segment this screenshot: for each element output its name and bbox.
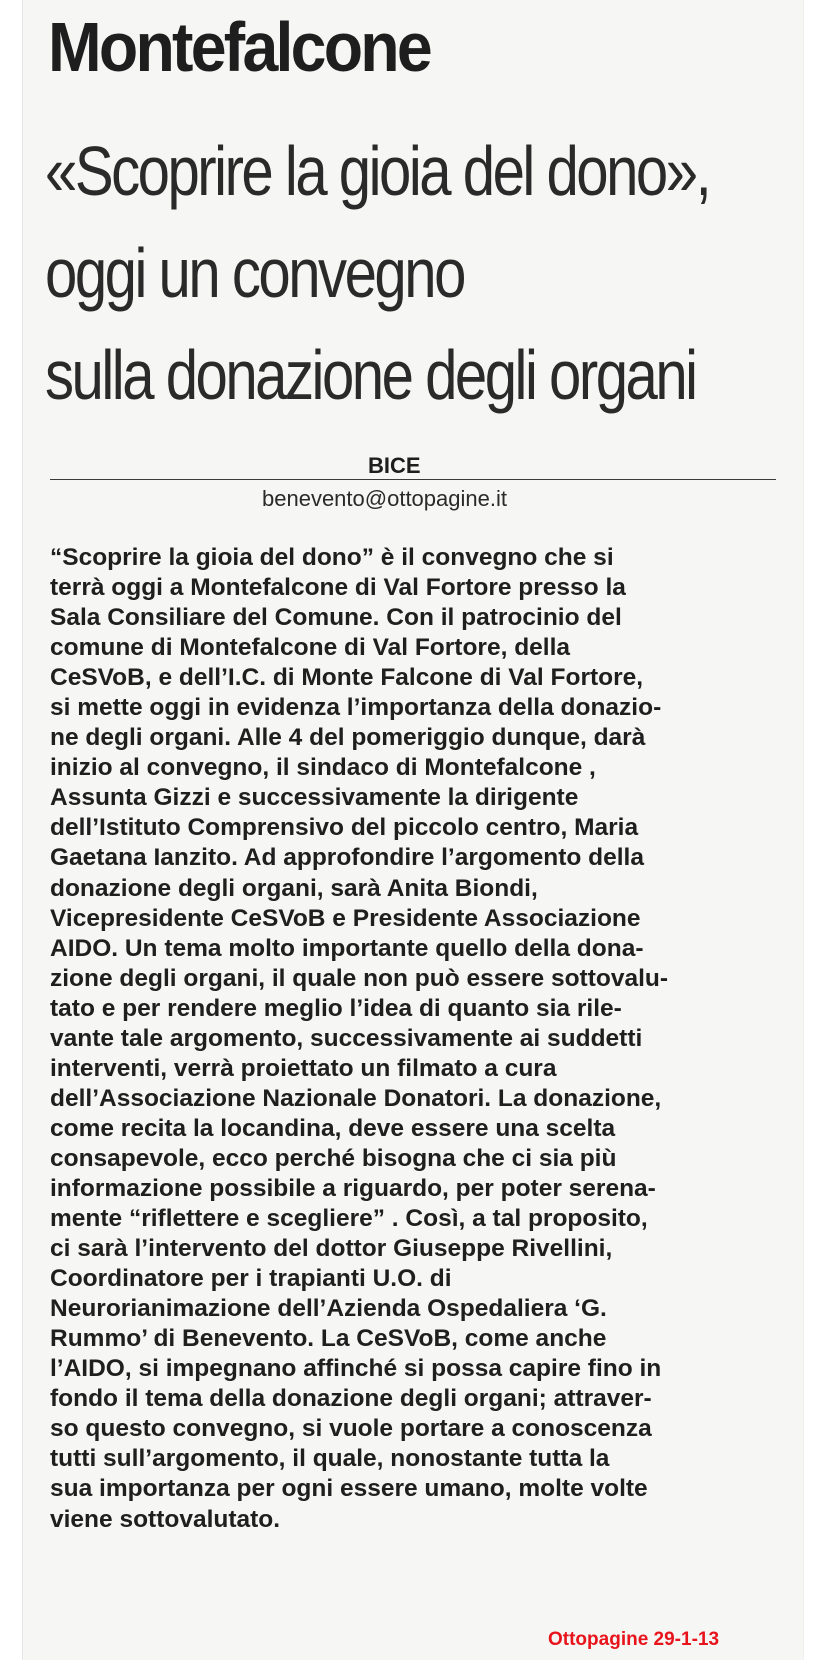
headline-line: oggi un convegno — [45, 234, 464, 312]
source-stamp: Ottopagine 29-1-13 — [548, 1629, 720, 1650]
body-line: Assunta Gizzi e successivamente la dirigente — [50, 784, 579, 812]
body-line: comune di Montefalcone di Val Fortore, della — [50, 634, 571, 662]
body-line: terrà oggi a Montefalcone di Val Fortore presso la — [50, 574, 626, 602]
body-line: viene sottovalutato. — [50, 1505, 281, 1533]
article-body — [50, 543, 785, 1535]
body-line: ne degli organi. Alle 4 del pomeriggio dunque, darà — [50, 724, 646, 752]
body-line: ci sarà l’intervento del dottor Giuseppe Rivellini, — [50, 1235, 613, 1263]
body-line: come recita la locandina, deve essere una scelta — [50, 1114, 616, 1142]
body-line: “Scoprire la gioia del dono” è il convegno che si — [50, 544, 614, 571]
body-line: mente “riflettere e scegliere” . Così, a tal proposito, — [50, 1205, 648, 1233]
body-line: dell’Istituto Comprensivo del piccolo centro, Maria — [50, 814, 639, 842]
body-line: Coordinatore per i trapianti U.O. di — [50, 1265, 452, 1293]
byline: BICE — [368, 453, 421, 478]
author-email: benevento@ottopagine.it — [262, 486, 507, 511]
body-line: consapevole, ecco perché bisogna che ci sia più — [50, 1144, 617, 1172]
section-title: Montefalcone — [48, 8, 430, 86]
body-line: l’AIDO, si impegnano affinché si possa capire fino in — [50, 1355, 662, 1383]
headline-line: sulla donazione degli organi — [45, 336, 696, 414]
divider — [50, 479, 776, 480]
body-line: Neurorianimazione dell’Azienda Ospedaliera ‘G. — [50, 1295, 607, 1323]
body-line: vante tale argomento, successivamente ai suddetti — [50, 1024, 643, 1052]
headline-line: «Scoprire la gioia del dono», — [45, 132, 710, 210]
body-line: Gaetana Ianzito. Ad approfondire l’argomento della — [50, 844, 644, 872]
body-line: tato e per rendere meglio l’idea di quanto sia rile- — [50, 994, 622, 1022]
body-line: Sala Consiliare del Comune. Con il patrocinio del — [50, 604, 622, 632]
body-line: CeSVoB, e dell’I.C. di Monte Falcone di Val Fortore, — [50, 664, 644, 692]
body-line: inizio al convegno, il sindaco di Montefalcone , — [50, 754, 596, 782]
body-line: Vicepresidente CeSVoB e Presidente Associazione — [50, 904, 641, 932]
body-line: so questo convegno, si vuole portare a conoscenza — [50, 1415, 652, 1443]
body-line: AIDO. Un tema molto importante quello della dona- — [50, 934, 644, 962]
body-line: fondo il tema della donazione degli organi; attraver- — [50, 1385, 652, 1413]
body-line: interventi, verrà proiettato un filmato a cura — [50, 1054, 557, 1082]
body-line: Rummo’ di Benevento. La CeSVoB, come anche — [50, 1325, 607, 1353]
body-line: zione degli organi, il quale non può essere sottovalu- — [50, 964, 669, 992]
body-line: informazione possibile a riguardo, per poter serena- — [50, 1174, 656, 1202]
body-line: sua importanza per ogni essere umano, molte volte — [50, 1475, 648, 1503]
headline — [45, 120, 710, 426]
body-line: si mette oggi in evidenza l’importanza della donazio- — [50, 694, 662, 722]
body-line: tutti sull’argomento, il quale, nonostante tutta la — [50, 1445, 610, 1473]
body-line: dell’Associazione Nazionale Donatori. La donazione, — [50, 1084, 662, 1112]
body-line: donazione degli organi, sarà Anita Biondi, — [50, 874, 538, 902]
